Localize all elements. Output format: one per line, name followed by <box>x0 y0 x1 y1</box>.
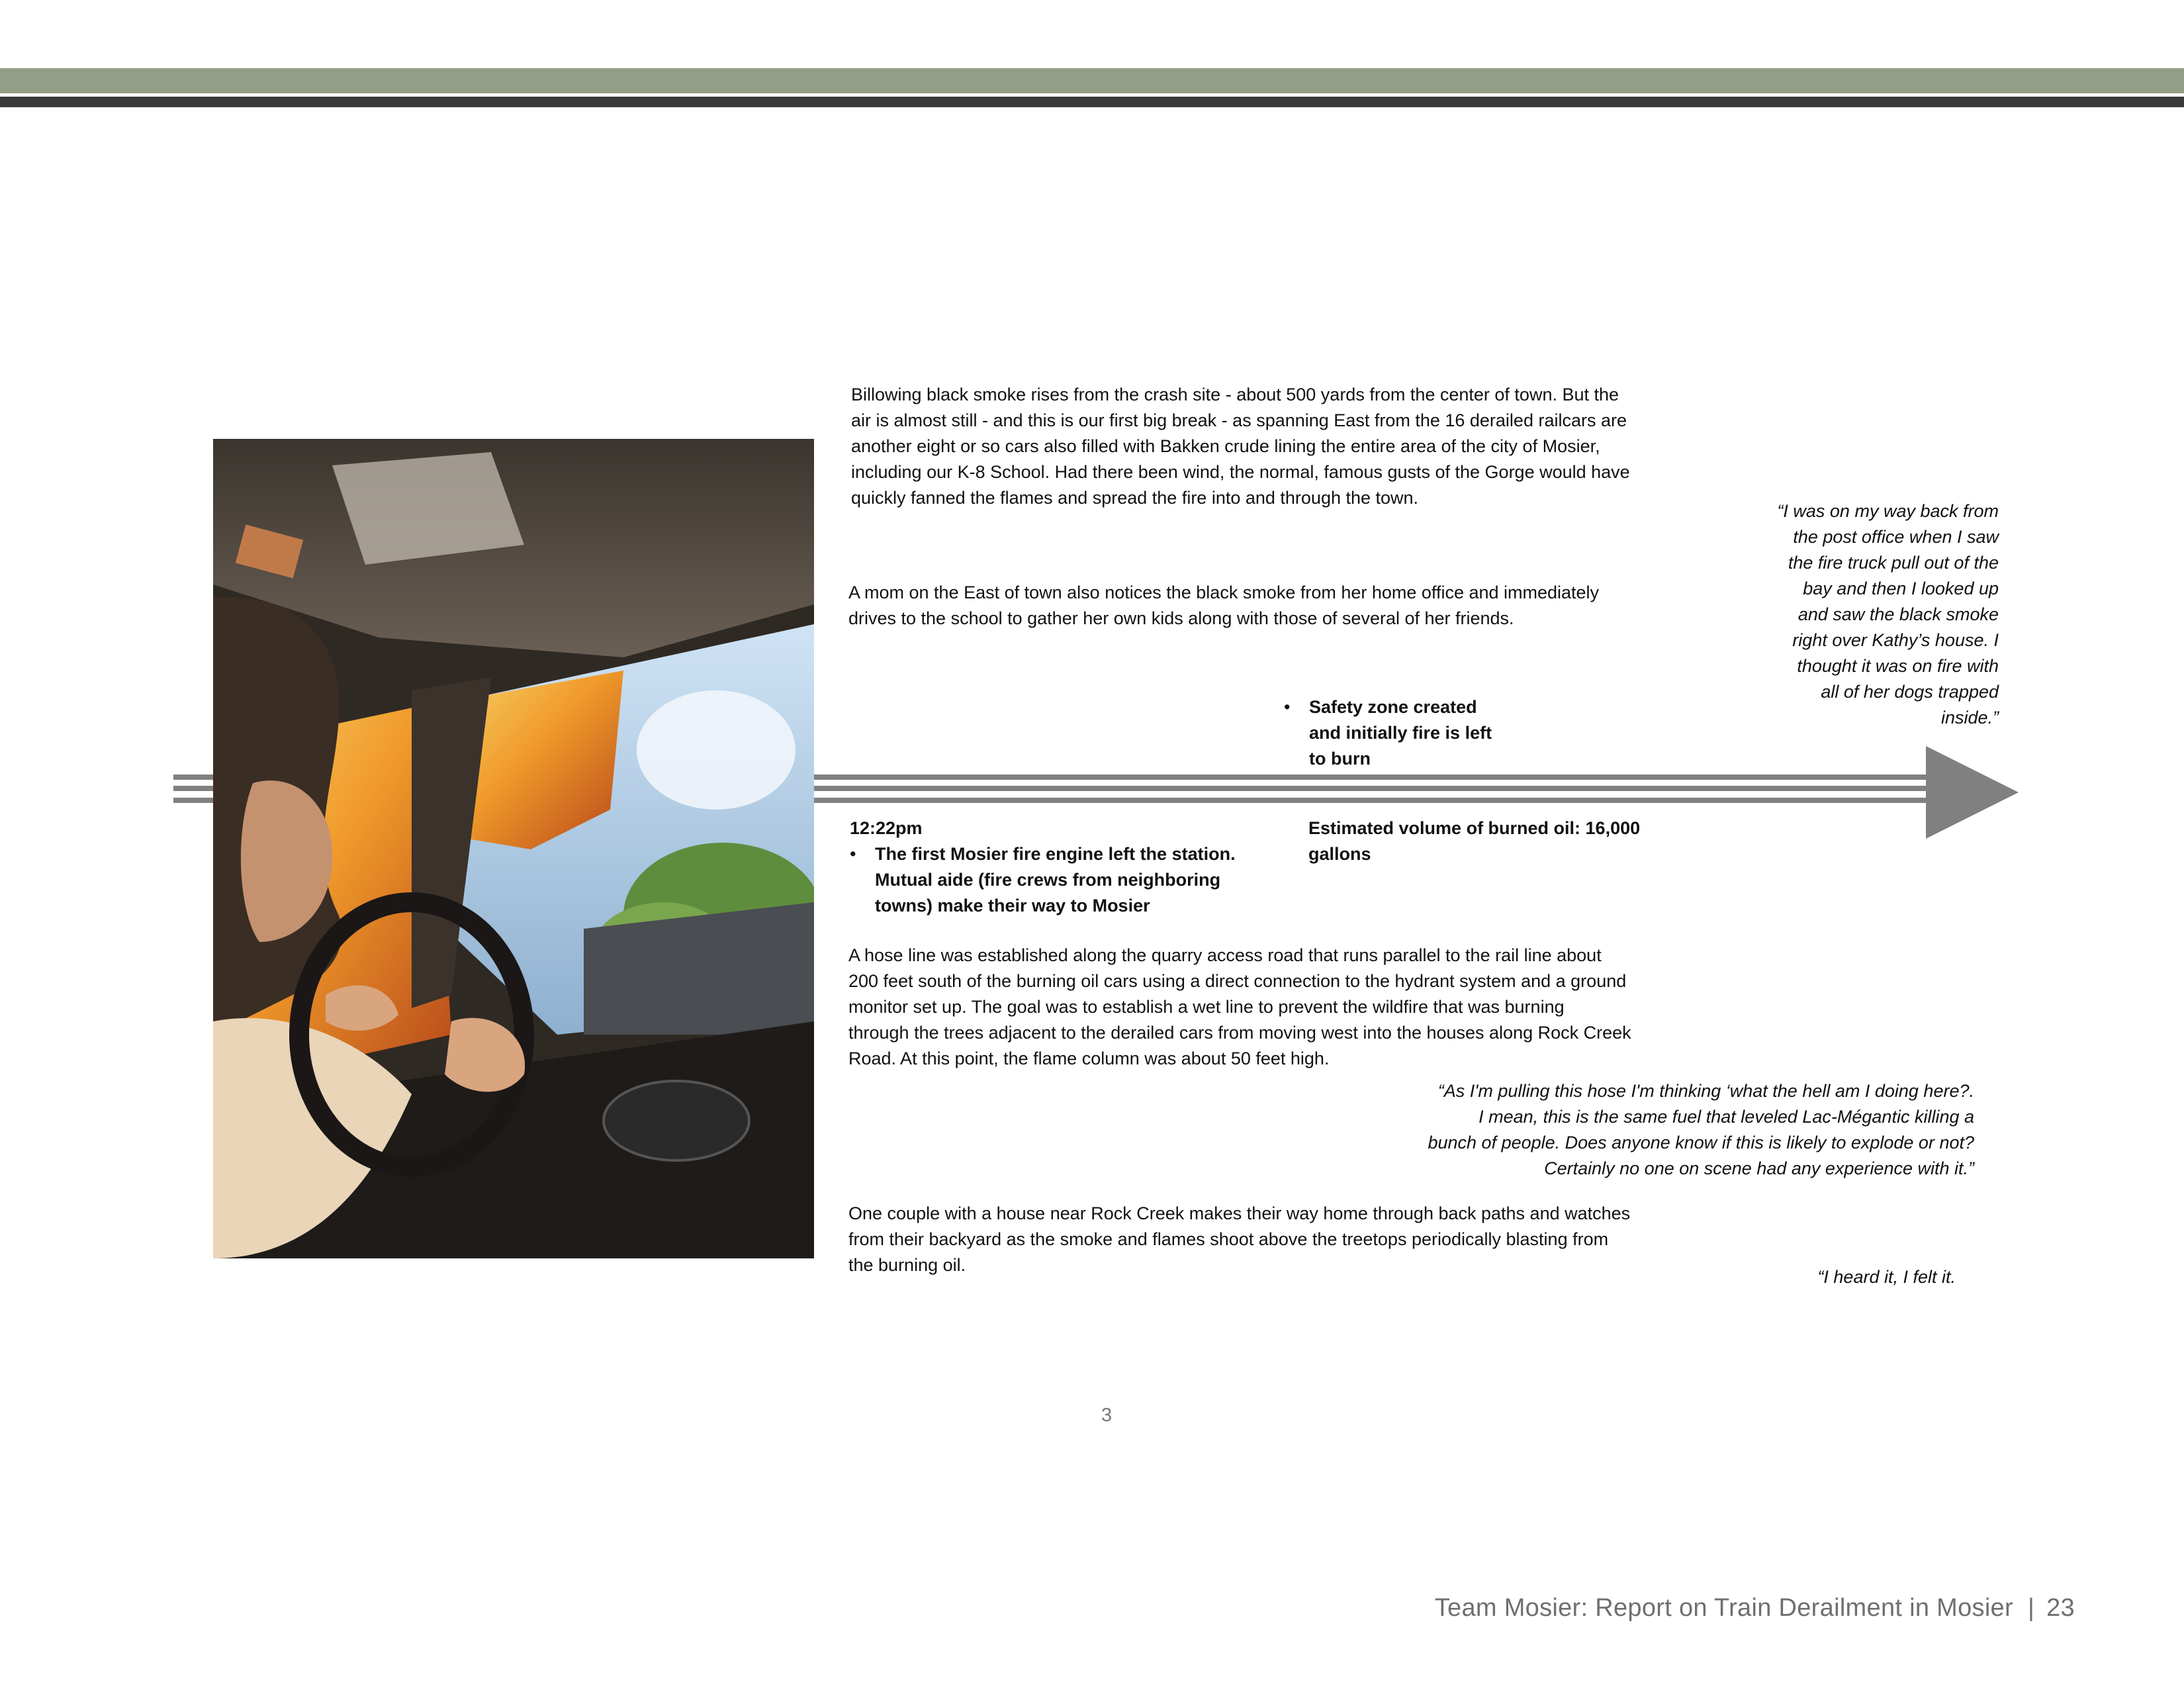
footer-page: 23 <box>2046 1594 2075 1622</box>
paragraph-mom: A mom on the East of town also notices the black smoke from her home office and immediately drives to the school to gather her own kids along with those of several of her friends. <box>848 583 1600 628</box>
footer-separator: | <box>2027 1594 2035 1622</box>
timeline-time-label: 12:22pm <box>850 818 923 838</box>
timeline-arrowhead <box>1926 746 2019 839</box>
footer-title: Team Mosier: Report on Train Derailment in Mosier <box>1434 1594 2013 1622</box>
quote-heard-it: “I heard it, I felt it. <box>1817 1267 1956 1287</box>
paragraph-couple: One couple with a house near Rock Creek makes their way home through back paths and watches from their backyard as the smoke and flames shoot above the treetops periodically blasting from the burning oil. <box>848 1203 1631 1275</box>
header-rule <box>0 97 2184 107</box>
timeline-stub-line-2 <box>173 786 213 791</box>
page-number: 3 <box>1101 1405 1113 1426</box>
timeline-line-2 <box>814 786 1933 791</box>
burned-oil-volume: Estimated volume of burned oil: 16,000 gallons <box>1308 818 1641 864</box>
quote-post-office: “I was on my way back from the post office when I saw the fire truck pull out of the bay and then I looked up and saw the black smoke right over Kathy’s house. I thought it was on fire with all of her dogs trapped inside.” <box>1777 501 1999 727</box>
timeline-event-safety-zone: • Safety zone created and initially fire is left to burn <box>1284 697 1492 769</box>
quote-pulling-hose: “As I'm pulling this hose I'm thinking ‘what the hell am I doing here?. I mean, this is the same fuel that leveled Lac-Mégantic killing a bunch of people. Does anyone know if this is likely to explode or not? Certainly no one on scene had any experience with it.” <box>1428 1081 1974 1178</box>
timeline-stub-line-3 <box>173 798 213 803</box>
paragraph-smoke: Billowing black smoke rises from the crash site - about 500 yards from the center of town. But the air is almost still - and this is our first big break - as spanning East from the 16 derailed railcars are another eight or so cars also filled with Bakken crude lining the entire area of the city of Mosier, including our K-8 School. Had there been wind, the normal, famous gusts of the Gorge would have quickly fanned the flames and spread the fire into and through the town. <box>851 385 1630 508</box>
timeline-line-3 <box>814 798 1933 803</box>
timeline-stub-line-1 <box>173 774 213 780</box>
timeline-event-fire-engine: • The first Mosier fire engine left the station. Mutual aide (fire crews from neighboring towns) make their way to Mosier <box>850 844 1236 915</box>
timeline-line-1 <box>814 774 1933 780</box>
driver-fire-photo <box>213 439 814 1258</box>
footer <box>1435 1594 2075 1622</box>
paragraph-hose-line: A hose line was established along the quarry access road that runs parallel to the rail line about 200 feet south of the burning oil cars using a direct connection to the hydrant system and a ground monitor set up. The goal was to establish a wet line to prevent the wildfire that was burning through the trees adjacent to the derailed cars from moving west into the houses along Rock Creek Road. At this point, the flame column was about 50 feet high. <box>848 945 1631 1068</box>
header-band <box>0 68 2184 93</box>
